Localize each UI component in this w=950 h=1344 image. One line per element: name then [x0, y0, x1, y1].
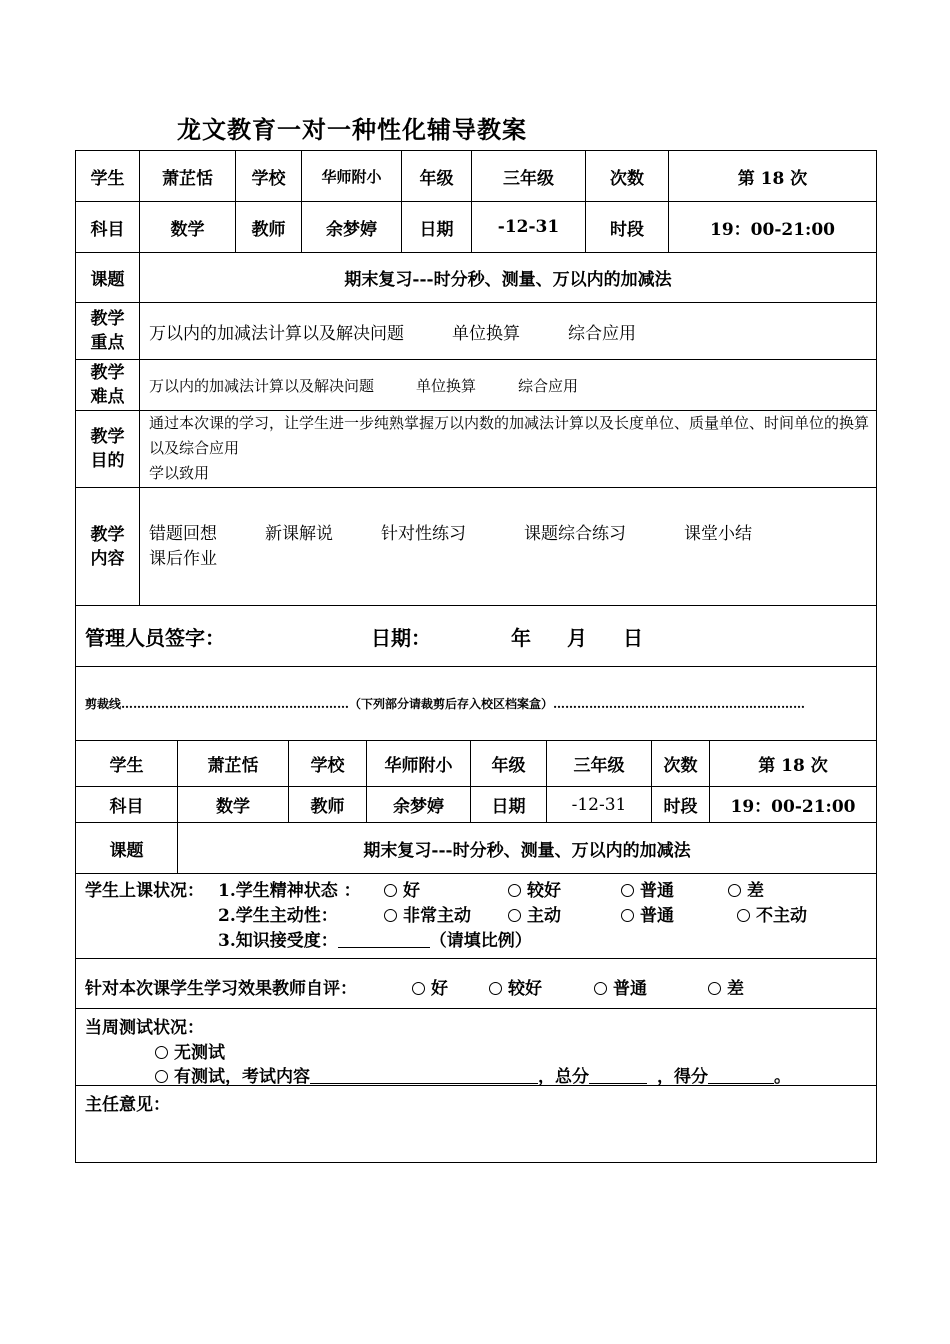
- content-item: 课题综合练习: [524, 523, 626, 544]
- acceptance-suffix: （请填比例）: [429, 931, 532, 951]
- goal-text-2: 学以致用: [149, 464, 210, 482]
- teacher-label: 教师: [236, 202, 302, 253]
- session-value: 第 18 次: [669, 151, 877, 202]
- difficulty-content: [140, 360, 877, 411]
- no-test-option[interactable]: 无测试: [155, 1038, 225, 1063]
- has-test-option[interactable]: 有测试，考试内容 ，总分 ，得分 。: [155, 1062, 791, 1087]
- goal-label: 教学 目的: [76, 411, 140, 488]
- school-name: 华师附小: [367, 741, 471, 787]
- signature-row: [76, 606, 877, 667]
- difficulty-item: 万以内的加减法计算以及解决问题: [149, 376, 375, 395]
- acceptance-row: [218, 926, 532, 951]
- subject-label: 科目: [76, 787, 178, 823]
- signature-day: 日: [623, 625, 643, 650]
- signature-year: 年: [511, 625, 531, 650]
- focus-content: [140, 303, 877, 360]
- initiative-option[interactable]: 普通: [621, 901, 674, 926]
- grade-value: 三年级: [547, 741, 652, 787]
- class-status-cell: [76, 874, 877, 959]
- radio-icon[interactable]: [412, 982, 425, 995]
- director-opinion-label: 主任意见：: [85, 1095, 170, 1115]
- self-eval-option[interactable]: 较好: [489, 974, 542, 999]
- content-item: 针对性练习: [381, 523, 466, 544]
- radio-icon[interactable]: [737, 909, 750, 922]
- subject-value: 数学: [140, 202, 236, 253]
- radio-icon[interactable]: [621, 884, 634, 897]
- date-label: 日期: [402, 202, 472, 253]
- self-eval-option[interactable]: 普通: [594, 974, 647, 999]
- initiative-option[interactable]: 非常主动: [384, 901, 471, 926]
- school-label: 学校: [289, 741, 367, 787]
- spirit-label: 1.学生精神状态 ：: [218, 881, 361, 901]
- radio-icon[interactable]: [708, 982, 721, 995]
- topic-label: 课题: [76, 823, 178, 874]
- initiative-option[interactable]: 主动: [508, 901, 561, 926]
- weekly-test-label: 当周测试状况：: [85, 1018, 204, 1038]
- student-label: 学生: [76, 151, 140, 202]
- radio-icon[interactable]: [384, 909, 397, 922]
- spirit-option[interactable]: 较好: [508, 876, 561, 901]
- test-content-blank[interactable]: [310, 1068, 538, 1084]
- time-value: 19：00-21:00: [669, 202, 877, 253]
- lesson-plan-table: [75, 150, 877, 741]
- difficulty-item: 综合应用: [518, 376, 579, 395]
- topic-value: 期末复习---时分秒、测量、万以内的加减法: [140, 253, 877, 303]
- score-blank[interactable]: [708, 1068, 774, 1084]
- teacher-name: 余梦婷: [302, 202, 402, 253]
- spirit-option[interactable]: 差: [728, 876, 764, 901]
- teacher-name: 余梦婷: [367, 787, 471, 823]
- content-item: 错题回想: [149, 523, 217, 544]
- self-eval-cell: [76, 959, 877, 1009]
- goal-content: [140, 411, 877, 488]
- total-score-blank[interactable]: [589, 1068, 647, 1084]
- radio-icon[interactable]: [621, 909, 634, 922]
- self-eval-option[interactable]: 差: [708, 974, 744, 999]
- focus-item: 综合应用: [568, 323, 636, 344]
- time-label: 时段: [652, 787, 710, 823]
- radio-icon[interactable]: [508, 884, 521, 897]
- school-label: 学校: [236, 151, 302, 202]
- initiative-label: 2.学生主动性：: [218, 906, 338, 926]
- radio-icon[interactable]: [489, 982, 502, 995]
- self-eval-option[interactable]: 好: [412, 974, 448, 999]
- spirit-option[interactable]: 好: [384, 876, 420, 901]
- school-name: 华师附小: [302, 151, 402, 202]
- difficulty-item: 单位换算: [416, 376, 477, 395]
- difficulty-label: 教学 难点: [76, 360, 140, 411]
- spirit-option[interactable]: 普通: [621, 876, 674, 901]
- content-item: 课堂小结: [684, 523, 752, 544]
- subject-label: 科目: [76, 202, 140, 253]
- date-value: -12-31: [472, 202, 586, 253]
- time-value: 19：00-21:00: [710, 787, 877, 823]
- acceptance-label: 3.知识接受度：: [218, 931, 338, 951]
- radio-icon[interactable]: [384, 884, 397, 897]
- focus-item: 单位换算: [452, 323, 520, 344]
- grade-value: 三年级: [472, 151, 586, 202]
- session-value: 第 18 次: [710, 741, 877, 787]
- topic-label: 课题: [76, 253, 140, 303]
- page-title: 龙文教育一对一种性化辅导教案: [177, 115, 527, 144]
- date-label: 日期: [471, 787, 547, 823]
- date-value: -12-31: [547, 787, 652, 823]
- radio-icon[interactable]: [594, 982, 607, 995]
- radio-icon[interactable]: [728, 884, 741, 897]
- session-label: 次数: [586, 151, 669, 202]
- subject-value: 数学: [178, 787, 289, 823]
- class-status-label: 学生上课状况：: [85, 881, 204, 901]
- teacher-label: 教师: [289, 787, 367, 823]
- signature-label: 管理人员签字：: [85, 625, 225, 650]
- radio-icon[interactable]: [508, 909, 521, 922]
- student-label: 学生: [76, 741, 178, 787]
- weekly-test-cell: [76, 1009, 877, 1086]
- student-name: 萧芷恬: [140, 151, 236, 202]
- content-item: 课后作业: [149, 548, 217, 569]
- content-item: 新课解说: [265, 523, 333, 544]
- student-name: 萧芷恬: [178, 741, 289, 787]
- grade-label: 年级: [471, 741, 547, 787]
- signature-month: 月: [567, 625, 587, 650]
- cut-line: 剪裁线…………………………………………………（下列部分请裁剪后存入校区档案盒）………………………………………………………: [76, 667, 877, 741]
- time-label: 时段: [586, 202, 669, 253]
- topic-value: 期末复习---时分秒、测量、万以内的加减法: [178, 823, 877, 874]
- goal-text: 通过本次课的学习，让学生进一步纯熟掌握万以内数的加减法计算以及长度单位、质量单位、时间单位的换算以及综合应用: [149, 414, 870, 457]
- content-content: [140, 488, 877, 606]
- signature-date-label: 日期：: [371, 625, 431, 650]
- initiative-option[interactable]: 不主动: [737, 901, 807, 926]
- focus-item: 万以内的加减法计算以及解决问题: [149, 323, 404, 344]
- grade-label: 年级: [402, 151, 472, 202]
- self-eval-label: 针对本次课学生学习效果教师自评：: [85, 978, 357, 999]
- session-label: 次数: [652, 741, 710, 787]
- focus-label: 教学 重点: [76, 303, 140, 360]
- radio-icon[interactable]: [155, 1070, 168, 1083]
- content-label: 教学 内容: [76, 488, 140, 606]
- acceptance-blank[interactable]: [338, 932, 430, 948]
- director-opinion-cell[interactable]: [76, 1086, 877, 1163]
- archive-table: [75, 740, 877, 1163]
- radio-icon[interactable]: [155, 1046, 168, 1059]
